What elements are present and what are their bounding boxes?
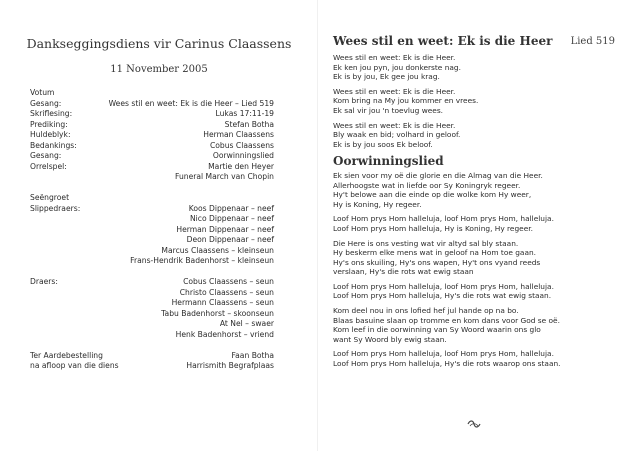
program-value: Cobus Claassens – seun	[183, 277, 274, 286]
program-value	[30, 267, 274, 278]
lyric-line: Kom deel nou in ons lofied hef jul hande op na bo.	[333, 306, 519, 316]
left-page	[0, 0, 318, 451]
lyric-line: Hy's ons skuiling, Hy's ons wapen, Hy't ons vyand reeds	[333, 257, 541, 267]
program-row	[30, 120, 274, 131]
lyric-line: Ek sien voor my oë die glorie en die Almag van die Heer.	[333, 170, 543, 180]
program-value: Cobus Claassens	[209, 140, 274, 150]
program-row	[30, 225, 274, 236]
program-label: Skriflesing:	[30, 109, 73, 118]
program-label: Slippedraers:	[30, 203, 81, 213]
stanza	[333, 239, 623, 277]
program-row	[30, 214, 274, 225]
program-value: Herman Claassens	[203, 130, 274, 139]
lyric-line: Loof Hom prys Hom halleluja, Hy's die rots waarop ons staan.	[333, 359, 561, 369]
program-row	[30, 298, 274, 309]
program-list	[30, 88, 274, 372]
stanza	[333, 282, 623, 301]
program-value: Faan Botha	[231, 350, 274, 360]
lyric-line: Ek sal vir jou 'n toevlug wees.	[333, 105, 444, 115]
program-value: Harrismith Begrafplaas	[186, 361, 274, 370]
hymn-reference: Lied 519	[570, 36, 615, 47]
lyric-line: Ek is by jou, Ek gee jou krag.	[333, 72, 440, 82]
program-row	[30, 235, 274, 246]
lyric-line: want Sy Woord bly ewig staan.	[333, 334, 447, 344]
program-row	[30, 340, 274, 351]
program-row	[30, 193, 274, 204]
ornament-icon	[466, 418, 482, 430]
program-value	[69, 193, 274, 204]
program-row	[30, 288, 274, 299]
lyric-line: Wees stil en weet: Ek is die Heer.	[333, 53, 456, 62]
stanza	[333, 214, 623, 233]
right-page	[318, 0, 637, 451]
program-label: Gesang:	[30, 151, 62, 160]
program-label: Gesang:	[30, 98, 62, 108]
program-label: Huldeblyk:	[30, 130, 71, 139]
program-label: Bedankings:	[30, 140, 77, 150]
stanza	[333, 87, 623, 116]
program-value: Frans-Hendrik Badenhorst – kleinseun	[130, 256, 274, 265]
program-value: Koos Dippenaar – neef	[188, 203, 274, 213]
program-row	[30, 130, 274, 141]
program-label: Seëngroet	[30, 193, 70, 202]
program-row	[30, 141, 274, 152]
lyric-line: Hy is Koning, Hy regeer.	[333, 199, 422, 209]
program-value: Herman Dippenaar – neef	[176, 224, 274, 234]
lyric-line: Loof Hom prys Hom halleluja, loof Hom prys Hom, halleluja.	[333, 349, 554, 359]
lyric-line: Wees stil en weet: Ek is die Heer.	[333, 120, 456, 130]
program-label: na afloop van die diens	[30, 361, 119, 370]
program-value: Tabu Badenhorst – skoonseun	[161, 308, 274, 318]
program-value	[54, 88, 274, 99]
program-value: Wees stil en weet: Ek is die Heer – Lied 519	[108, 98, 274, 108]
program-row	[30, 361, 274, 372]
lyric-line: Kom bring na My jou kommer en vrees.	[333, 96, 479, 106]
stanza	[333, 306, 623, 344]
program-value: Henk Badenhorst – vriend	[175, 329, 274, 339]
program-label: Votum	[30, 88, 55, 97]
stanza	[333, 53, 623, 82]
program-row	[30, 309, 274, 320]
program-value	[30, 183, 274, 194]
program-value: Deon Dippenaar – neef	[186, 235, 274, 244]
lyric-line: Loof Hom prys Hom halleluja, loof Hom prys Hom, halleluja.	[333, 214, 554, 224]
lyric-line: Ek is by jou soos Ek beloof.	[333, 139, 433, 149]
lyric-line: Loof Hom prys Hom halleluja, loof Hom prys Hom, halleluja.	[333, 281, 554, 291]
hymn-title: Wees stil en weet: Ek is die Heer	[333, 34, 553, 48]
service-title: Dankseggingsdiens vir Carinus Claassens	[26, 36, 292, 51]
program-row	[30, 109, 274, 120]
program-value: Stefan Botha	[224, 119, 274, 129]
stanza	[333, 349, 623, 368]
program-value: Martie den Heyer	[208, 161, 274, 171]
program-label: Orrelspel:	[30, 161, 67, 171]
lyric-line: Bly waak en bid; volhard in geloof.	[333, 130, 461, 140]
program-value: Lukas 17:11-19	[215, 109, 274, 118]
song-stanzas	[333, 171, 623, 369]
program-row	[30, 99, 274, 110]
program-row	[30, 204, 274, 215]
program-row	[30, 330, 274, 341]
program-value: Funeral March van Chopin	[175, 172, 274, 181]
program-row	[30, 88, 274, 99]
program-value: Marcus Claassens – kleinseun	[161, 245, 274, 255]
lyric-line: verslaan, Hy's die rots wat ewig staan	[333, 267, 474, 277]
lyric-line: Hy beskerm elke mens wat in geloof na Hom toe gaan.	[333, 248, 537, 258]
program-value: Oorwinningslied	[212, 151, 274, 160]
service-date: 11 November 2005	[110, 64, 208, 75]
program-row	[30, 256, 274, 267]
program-value	[30, 340, 274, 351]
program-value: Christo Claassens – seun	[179, 287, 274, 297]
program-value: Nico Dippenaar – neef	[190, 214, 274, 223]
stanza	[333, 121, 623, 150]
lyric-line: Blaas basuine slaan op tromme en kom dans voor God se oë.	[333, 315, 560, 325]
lyric-line: Kom leef in die oorwinning van Sy Woord waarin ons glo	[333, 325, 541, 335]
program-label: Prediking:	[30, 119, 68, 129]
program-row	[30, 246, 274, 257]
program-row	[30, 162, 274, 173]
program-row	[30, 267, 274, 278]
program-label: Draers:	[30, 277, 58, 286]
lyric-line: Die Here is ons vesting wat vir altyd sal bly staan.	[333, 238, 519, 248]
program-row	[30, 183, 274, 194]
program-value: At Nel – swaer	[219, 319, 274, 328]
lyric-line: Loof Hom prys Hom halleluja, Hy is Koning, Hy regeer.	[333, 223, 533, 233]
lyric-line: Wees stil en weet: Ek is die Heer.	[333, 86, 456, 96]
program-value: Hermann Claassens – seun	[171, 298, 274, 307]
program-row	[30, 277, 274, 288]
stanza	[333, 171, 623, 209]
section-title: Oorwinningslied	[333, 154, 444, 169]
program-row	[30, 319, 274, 330]
program-row	[30, 172, 274, 183]
lyric-line: Hy't belowe aan die einde op die wolke kom Hy weer,	[333, 190, 532, 200]
lyric-line: Ek ken jou pyn, jou donkerste nag.	[333, 62, 461, 72]
program-row	[30, 151, 274, 162]
hymn-stanzas	[333, 53, 623, 149]
lyrics	[333, 53, 623, 374]
lyric-line: Loof Hom prys Hom halleluja, Hy's die rots wat ewig staan.	[333, 291, 552, 301]
lyric-line: Allerhoogste wat in liefde oor Sy Koningryk regeer.	[333, 180, 521, 190]
program-label: Ter Aardebestelling	[30, 350, 103, 360]
program-row	[30, 351, 274, 362]
